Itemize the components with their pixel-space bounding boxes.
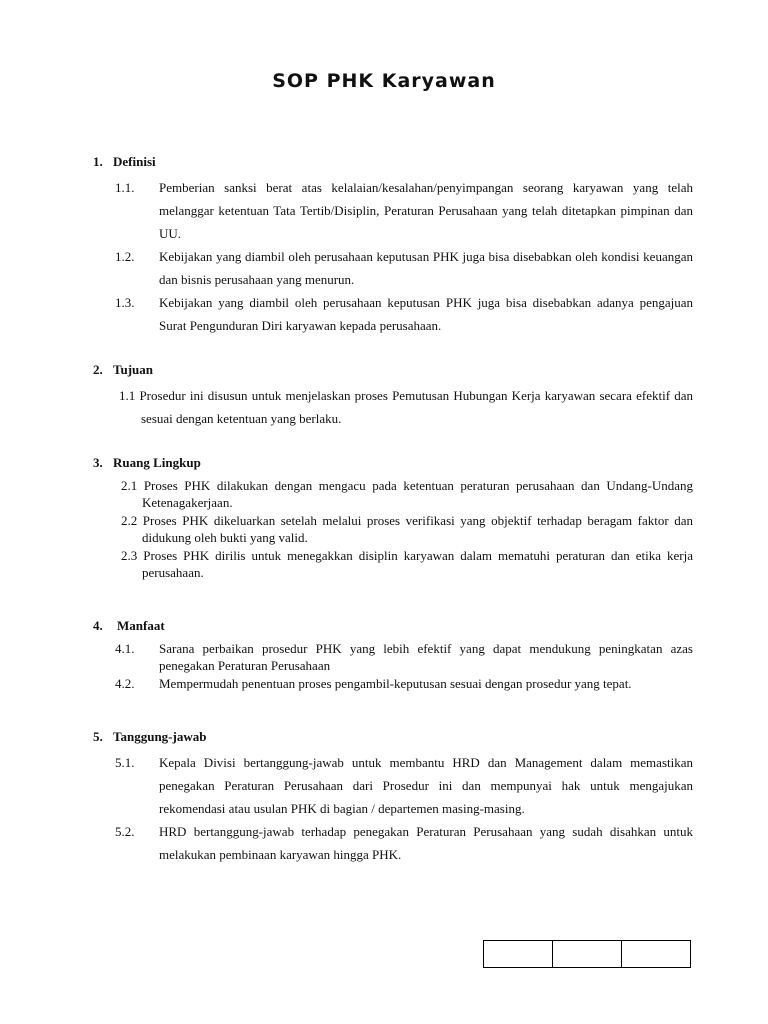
footer-table-cell xyxy=(553,941,622,967)
section-heading: 5. Tanggung-jawab xyxy=(93,729,207,744)
list-item: 1.1. Pemberian sanksi berat atas kelalaian/kesalahan/penyimpangan seorang karyawan yang telah melanggar ketentuan Tata Tertib/Disiplin, Peraturan Perusahaan yang telah ditetapkan pimpinan dan UU. xyxy=(115,180,693,241)
list-item: 4.1. Sarana perbaikan prosedur PHK yang lebih efektif yang dapat mendukung peningkatan azas penegakan Peraturan Perusahaan xyxy=(115,641,693,673)
list-item: 1.3. Kebijakan yang diambil oleh perusahaan keputusan PHK juga bisa disebabkan adanya pengajuan Surat Pengunduran Diri karyawan kepada perusahaan. xyxy=(115,295,693,333)
list-item: 2.1 Proses PHK dilakukan dengan mengacu pada ketentuan peraturan perusahaan dan Undang-Undang Ketenagakerjaan. xyxy=(121,478,694,510)
section-ruang-lingkup xyxy=(93,455,693,582)
section-heading: 1. Definisi xyxy=(93,154,156,169)
list-item: 1.1 Prosedur ini disusun untuk menjelaskan proses Pemutusan Hubungan Kerja karyawan secara efektif dan sesuai dengan ketentuan yang berlaku. xyxy=(119,388,694,426)
list-item: 5.1. Kepala Divisi bertanggung-jawab untuk membantu HRD dan Management dalam memastikan penegakan Peraturan Perusahaan dari Prosedur ini dan mempunyai hak untuk mengajukan rekomendasi atau usulan PHK di bagian / departemen masing-masing. xyxy=(115,755,693,816)
list-item: 1.2. Kebijakan yang diambil oleh perusahaan keputusan PHK juga bisa disebabkan oleh kondisi keuangan dan bisnis perusahaan yang menurun. xyxy=(115,249,693,287)
section-heading: 2. Tujuan xyxy=(93,362,153,377)
footer-table-cell xyxy=(484,941,553,967)
list-item: 5.2. HRD bertanggung-jawab terhadap penegakan Peraturan Perusahaan yang sudah disahkan untuk melakukan pembinaan karyawan hingga PHK. xyxy=(115,824,693,862)
section-heading: 3. Ruang Lingkup xyxy=(93,455,201,470)
footer-table-cell xyxy=(622,941,690,967)
section-tujuan xyxy=(93,362,693,430)
list-item: 4.2. Mempermudah penentuan proses pengambil-keputusan sesuai dengan prosedur yang tepat. xyxy=(115,676,632,691)
section-heading: 4. Manfaat xyxy=(93,618,165,633)
section-tanggung-jawab xyxy=(93,729,693,866)
list-item: 2.2 Proses PHK dikeluarkan setelah melalui proses verifikasi yang objektif terhadap beragam faktor dan didukung oleh bukti yang valid. xyxy=(121,513,693,545)
section-manfaat xyxy=(93,618,693,692)
list-item: 2.3 Proses PHK dirilis untuk menegakkan disiplin karyawan dalam mematuhi peraturan dan etika kerja perusahaan. xyxy=(121,548,693,580)
section-definisi xyxy=(93,154,693,337)
page-title: SOP PHK Karyawan xyxy=(272,70,496,92)
footer-table xyxy=(483,940,691,968)
